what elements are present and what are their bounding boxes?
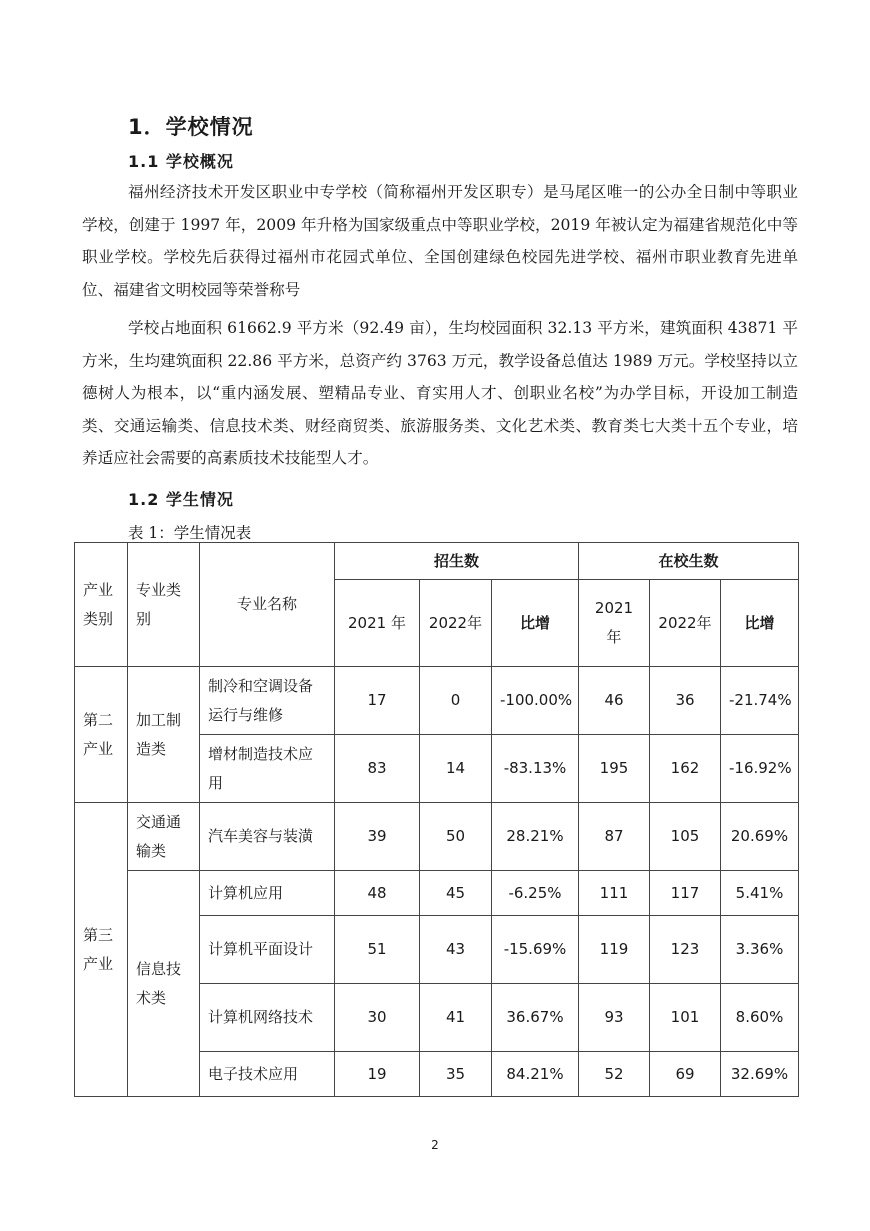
- students-2021-cell: 111: [579, 871, 650, 916]
- students-2021-cell: 119: [579, 916, 650, 984]
- students-growth-cell: -21.74%: [721, 667, 799, 735]
- header-students-2022: 2022年: [650, 580, 721, 667]
- major-cell: 汽车美容与装潢: [200, 803, 335, 871]
- enroll-growth-cell: -83.13%: [492, 735, 579, 803]
- students-growth-cell: 8.60%: [721, 984, 799, 1052]
- header-industry: 产业类别: [75, 543, 128, 667]
- header-category: 专业类别: [128, 543, 200, 667]
- students-2022-cell: 105: [650, 803, 721, 871]
- enroll-2021-cell: 48: [335, 871, 420, 916]
- enroll-growth-cell: -15.69%: [492, 916, 579, 984]
- header-students: 在校生数: [579, 543, 799, 580]
- enroll-2022-cell: 41: [420, 984, 492, 1052]
- major-cell: 计算机平面设计: [200, 916, 335, 984]
- enroll-2021-cell: 39: [335, 803, 420, 871]
- students-2021-cell: 93: [579, 984, 650, 1052]
- enroll-2022-cell: 14: [420, 735, 492, 803]
- major-cell: 制冷和空调设备运行与维修: [200, 667, 335, 735]
- header-major: 专业名称: [200, 543, 335, 667]
- enroll-2021-cell: 30: [335, 984, 420, 1052]
- major-cell: 增材制造技术应用: [200, 735, 335, 803]
- overview-paragraph-2: 学校占地面积 61662.9 平方米（92.49 亩），生均校园面积 32.13 平方米，建筑面积 43871 平方米，生均建筑面积 22.86 平方米，总资产约 3763 万元，教学设备总值达 1989 万元。学校坚持以立德树人为根本，以“重内涵发展、塑精品专业、育实用人才、创职业名校”为办学目标，开设加工制造类、交通运输类、信息技术类、财经商贸类、旅游服务类、文化艺术类、教育类七大类十五个专业，培养适应社会需要的高素质技术技能型人才。: [82, 319, 798, 467]
- section-heading: 1．学校情况: [128, 115, 254, 139]
- industry-cell: 第二产业: [75, 667, 128, 803]
- major-cell: 电子技术应用: [200, 1052, 335, 1097]
- header-enroll-2022: 2022年: [420, 580, 492, 667]
- header-students-2021: 2021 年: [579, 580, 650, 667]
- enroll-2021-cell: 19: [335, 1052, 420, 1097]
- students-2021-cell: 46: [579, 667, 650, 735]
- enroll-2021-cell: 51: [335, 916, 420, 984]
- overview-paragraph-1: 福州经济技术开发区职业中专学校（简称福州开发区职专）是马尾区唯一的公办全日制中等职业学校，创建于 1997 年，2009 年升格为国家级重点中等职业学校，2019 年被认定为福建省规范化中等职业学校。学校先后获得过福州市花园式单位、全国创建绿色校园先进学校、福州市职业教育先进单位、福建省文明校园等荣誉称号: [82, 183, 798, 299]
- enroll-2022-cell: 43: [420, 916, 492, 984]
- subsection-title-overview: 1.1 学校概况: [128, 152, 234, 171]
- enroll-growth-cell: 28.21%: [492, 803, 579, 871]
- students-2022-cell: 36: [650, 667, 721, 735]
- enroll-2022-cell: 50: [420, 803, 492, 871]
- students-growth-cell: 32.69%: [721, 1052, 799, 1097]
- students-growth-cell: 5.41%: [721, 871, 799, 916]
- enroll-2022-cell: 0: [420, 667, 492, 735]
- header-enroll: 招生数: [335, 543, 579, 580]
- enroll-growth-cell: 36.67%: [492, 984, 579, 1052]
- header-enroll-growth: 比增: [492, 580, 579, 667]
- students-2021-cell: 52: [579, 1052, 650, 1097]
- students-growth-cell: -16.92%: [721, 735, 799, 803]
- students-growth-cell: 3.36%: [721, 916, 799, 984]
- table-row: [75, 803, 799, 871]
- student-table: [74, 542, 799, 1097]
- students-growth-cell: 20.69%: [721, 803, 799, 871]
- enroll-growth-cell: 84.21%: [492, 1052, 579, 1097]
- page-number: 2: [431, 1138, 439, 1152]
- students-2021-cell: 87: [579, 803, 650, 871]
- header-enroll-2021: 2021 年: [335, 580, 420, 667]
- table-row: [75, 667, 799, 735]
- enroll-growth-cell: -6.25%: [492, 871, 579, 916]
- major-cell: 计算机网络技术: [200, 984, 335, 1052]
- table-row: [75, 871, 799, 916]
- enroll-2022-cell: 35: [420, 1052, 492, 1097]
- enroll-2021-cell: 17: [335, 667, 420, 735]
- students-2022-cell: 101: [650, 984, 721, 1052]
- header-students-growth: 比增: [721, 580, 799, 667]
- table-caption: 表 1：学生情况表: [128, 524, 252, 542]
- students-2022-cell: 123: [650, 916, 721, 984]
- students-2022-cell: 69: [650, 1052, 721, 1097]
- category-cell: 加工制造类: [128, 667, 200, 803]
- enroll-2021-cell: 83: [335, 735, 420, 803]
- students-2022-cell: 162: [650, 735, 721, 803]
- subsection-title-students: 1.2 学生情况: [128, 490, 234, 509]
- industry-cell: 第三产业: [75, 803, 128, 1097]
- major-cell: 计算机应用: [200, 871, 335, 916]
- category-cell: 交通通输类: [128, 803, 200, 871]
- category-cell: 信息技术类: [128, 871, 200, 1097]
- students-2022-cell: 117: [650, 871, 721, 916]
- students-2021-cell: 195: [579, 735, 650, 803]
- enroll-2022-cell: 45: [420, 871, 492, 916]
- enroll-growth-cell: -100.00%: [492, 667, 579, 735]
